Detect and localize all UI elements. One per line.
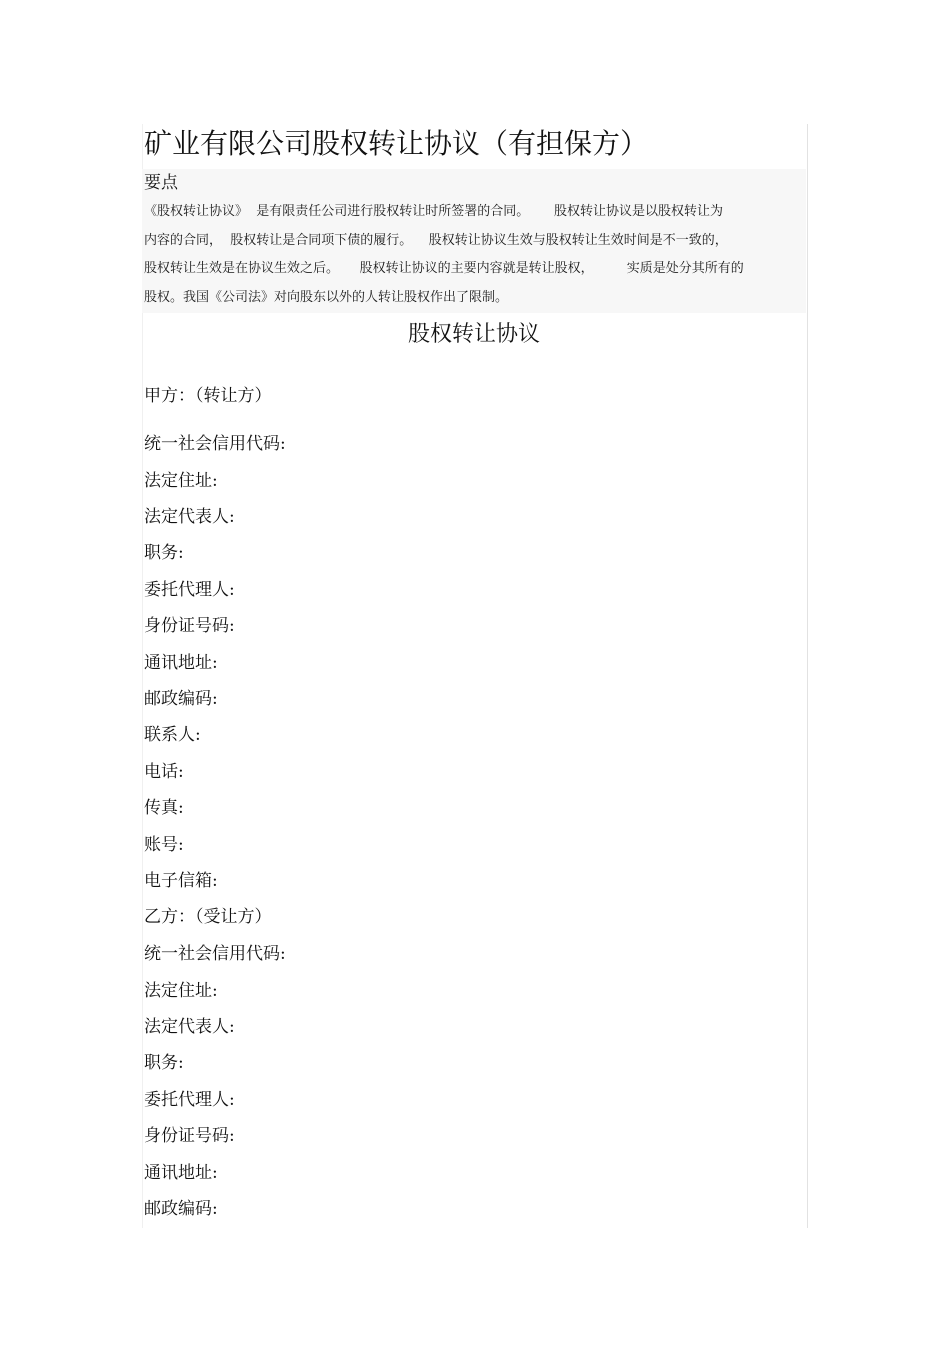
summary-line: 股权。我国《公司法》对向股东以外的人转让股权作出了限制。 (144, 290, 509, 305)
party-a-field: 传真: (144, 798, 184, 818)
summary-line: 股权转让生效是在协议生效之后。 股权转让协议的主要内容就是转让股权， 实质是处分其所有的 (144, 261, 744, 276)
party-a-field: 联系人: (144, 725, 201, 745)
party-b-field: 委托代理人: (144, 1090, 235, 1110)
party-b-field: 通讯地址: (144, 1163, 218, 1183)
party-b-field: 邮政编码: (144, 1199, 218, 1219)
document-title: 矿业有限公司股权转让协议（有担保方） (144, 127, 649, 160)
party-a-field: 法定代表人: (144, 507, 235, 527)
party-b-field: 身份证号码: (144, 1126, 235, 1146)
party-a-heading: 甲方：（转让方） (144, 386, 272, 406)
party-a-field: 邮政编码: (144, 689, 218, 709)
party-a-field: 法定住址: (144, 471, 218, 491)
party-a-field: 账号: (144, 835, 184, 855)
party-a-field: 统一社会信用代码: (144, 434, 286, 454)
party-a-field: 委托代理人: (144, 580, 235, 600)
summary-line: 内容的合同， 股权转让是合同项下债的履行。 股权转让协议生效与股权转让生效时间是不一致的， (144, 233, 728, 248)
party-a-field: 身份证号码: (144, 616, 235, 636)
party-b-heading: 乙方：（受让方） (144, 907, 272, 927)
party-b-field: 职务: (144, 1053, 184, 1073)
agreement-title: 股权转让协议 (407, 322, 540, 347)
party-b-field: 法定代表人: (144, 1017, 235, 1037)
summary-line: 《股权转让协议》 是有限责任公司进行股权转让时所签署的合同。 股权转让协议是以股权转让为 (144, 204, 724, 219)
party-a-field: 职务: (144, 543, 184, 563)
summary-heading: 要点 (144, 173, 178, 193)
party-b-field: 统一社会信用代码: (144, 944, 286, 964)
party-b-field: 法定住址: (144, 981, 218, 1001)
party-a-field: 通讯地址: (144, 653, 218, 673)
party-a-field: 电子信箱: (144, 871, 218, 891)
party-a-field: 电话: (144, 762, 184, 782)
